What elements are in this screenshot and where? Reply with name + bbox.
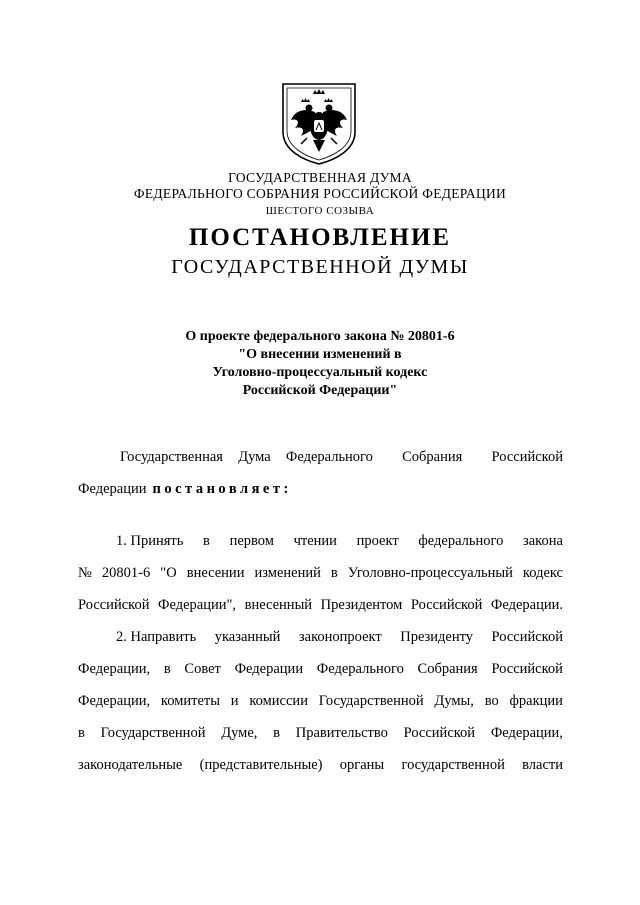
- word: Российской: [491, 629, 563, 645]
- preamble-line-2: [78, 481, 563, 498]
- header-line-2: ФЕДЕРАЛЬНОГО СОБРАНИЯ РОССИЙСКОЙ ФЕДЕРАЦИИ: [133, 186, 507, 201]
- subject-line-3: Уголовно-процессуальный кодекс: [212, 365, 428, 380]
- word: внесении: [186, 565, 245, 581]
- word: кодекс: [522, 565, 563, 581]
- word: 1. Принять: [116, 533, 184, 549]
- word: в: [163, 661, 171, 677]
- state-emblem-icon: [279, 80, 359, 166]
- word: в: [273, 725, 280, 741]
- word: в: [78, 725, 85, 741]
- paragraph-line: [78, 725, 563, 742]
- word: изменений: [254, 565, 321, 581]
- word: Думе,: [221, 725, 258, 741]
- document-title: ПОСТАНОВЛЕНИЕ: [188, 224, 452, 251]
- word: Федерации,: [78, 693, 151, 709]
- word: Совет: [184, 661, 221, 677]
- word: Президенту: [400, 629, 474, 645]
- word: комиссии: [249, 693, 308, 709]
- word: Думы,: [434, 693, 474, 709]
- word: указанный: [214, 629, 281, 645]
- word: Федерации,: [490, 725, 563, 741]
- word: Государственной: [100, 725, 206, 741]
- word: 20801-6: [101, 565, 151, 581]
- word: первом: [229, 533, 274, 549]
- document-subject: [0, 328, 640, 400]
- word: государственной: [401, 757, 505, 773]
- word: Федерации,: [78, 661, 151, 677]
- word: Российской: [491, 661, 563, 677]
- subject-line-4: Российской Федерации": [242, 383, 398, 398]
- word: №: [78, 565, 92, 581]
- preamble-word: Федерации: [78, 481, 147, 497]
- paragraph-line: [116, 533, 563, 550]
- word: Российской: [410, 597, 483, 613]
- paragraph-line: [78, 597, 563, 614]
- word: проект: [356, 533, 399, 549]
- paragraph-line: [78, 565, 563, 582]
- word: Президентом: [320, 597, 403, 613]
- paragraph-line: [78, 757, 563, 774]
- subject-line-2: "О внесении изменений в: [238, 347, 402, 362]
- header-line-1: ГОСУДАРСТВЕННАЯ ДУМА: [228, 170, 412, 185]
- preamble-word: Российской: [491, 449, 563, 465]
- word: и: [230, 693, 239, 709]
- paragraph-line: [78, 661, 563, 678]
- word: законодательные: [78, 757, 183, 773]
- preamble-word: Собрания: [402, 449, 463, 465]
- word: Правительство: [295, 725, 388, 741]
- preamble-resolves: постановляет:: [152, 481, 292, 497]
- word: фракции: [509, 693, 563, 709]
- word: комитеты: [160, 693, 220, 709]
- word: Федерации.: [490, 597, 563, 613]
- word: Федерального: [316, 661, 404, 677]
- word: органы: [339, 757, 385, 773]
- word: (представительные): [199, 757, 323, 773]
- word: закона: [523, 533, 563, 549]
- preamble-word: Государственная: [120, 449, 223, 465]
- word: в: [203, 533, 210, 549]
- word: Российской: [78, 597, 150, 613]
- word: Федерации: [234, 661, 304, 677]
- word: власти: [522, 757, 563, 773]
- paragraph-line: [116, 629, 563, 646]
- header-line-3: ШЕСТОГО СОЗЫВА: [265, 205, 375, 217]
- header: [0, 170, 640, 218]
- preamble-line-1: [120, 449, 563, 466]
- subject-line-1: О проекте федерального закона № 20801-6: [185, 329, 455, 344]
- word: Российской: [403, 725, 476, 741]
- word: "О: [160, 565, 177, 581]
- preamble-word: Федерального: [285, 449, 373, 465]
- word: Собрания: [417, 661, 478, 677]
- word: Уголовно-процессуальный: [347, 565, 513, 581]
- word: в: [330, 565, 338, 581]
- word: федерального: [418, 533, 504, 549]
- word: Федерации",: [158, 597, 237, 613]
- preamble-word: Дума: [238, 449, 271, 465]
- word: законопроект: [298, 629, 382, 645]
- paragraph-line: [78, 693, 563, 710]
- word: во: [484, 693, 499, 709]
- document-subtitle: ГОСУДАРСТВЕННОЙ ДУМЫ: [171, 256, 469, 278]
- word: 2. Направить: [116, 629, 197, 645]
- word: чтении: [293, 533, 337, 549]
- word: внесенный: [244, 597, 313, 613]
- word: Государственной: [318, 693, 424, 709]
